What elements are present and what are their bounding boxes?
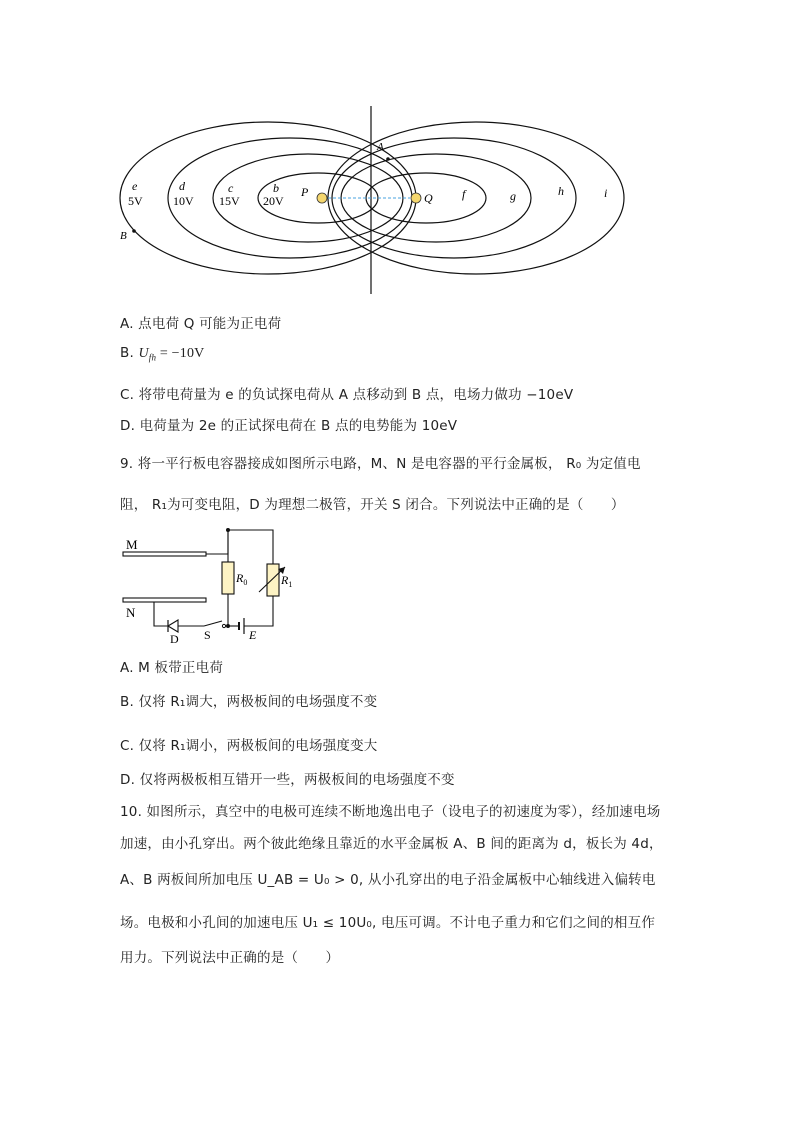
switch-contact <box>222 624 225 627</box>
q8-option-a: A. 点电荷 Q 可能为正电荷 <box>120 316 282 332</box>
switch-lever <box>204 621 222 626</box>
wire-diode-plate-n <box>154 602 168 626</box>
label-switch: S <box>204 628 211 642</box>
q8-option-d: D. 电荷量为 2e 的正试探电荷在 B 点的电势能为 10eV <box>120 418 458 434</box>
label-f: f <box>462 187 466 201</box>
wire-r1-bottom <box>244 596 273 626</box>
capacitor-circuit-diagram <box>118 522 308 647</box>
equipotential-diagram <box>118 100 638 300</box>
q9-option-b: B. 仅将 R₁调大，两极板间的电场强度不变 <box>120 694 378 710</box>
label-h: h <box>558 184 564 198</box>
q9-option-a: A. M 板带正电荷 <box>120 660 224 676</box>
label-r1: $R_1$ <box>281 573 293 589</box>
q8-option-b-rest: = −10V <box>156 346 205 361</box>
label-a: A <box>377 141 384 153</box>
q10-line3: A、B 两板间所加电压 U_AB = U₀ > 0, 从小孔穿出的电子沿金属板中心轴线进入偏转电 <box>120 872 656 888</box>
label-c-letter: c <box>228 181 234 195</box>
resistor-r1 <box>267 564 279 596</box>
q8-option-b-prefix: B. <box>120 345 139 361</box>
label-plate-n: N <box>126 605 136 620</box>
label-d-letter: d <box>179 179 185 193</box>
label-battery: E <box>249 628 257 642</box>
label-d-value: 10V <box>173 194 194 208</box>
label-b-value: 20V <box>263 194 284 208</box>
q8-option-b <box>120 345 204 363</box>
q10-line4: 场。电极和小孔间的加速电压 U₁ ≤ 10U₀, 电压可调。不计电子重力和它们之间的相互作 <box>120 915 656 931</box>
q10-line5: 用力。下列说法中正确的是（ ） <box>120 950 340 966</box>
charge-p-dot <box>317 193 327 203</box>
q10-line1: 10. 如图所示，真空中的电极可连续不断地逸出电子（设电子的初速度为零），经加速电场 <box>120 804 661 820</box>
charge-q-dot <box>411 193 421 203</box>
label-e-value: 5V <box>128 194 143 208</box>
label-i: i <box>604 186 608 200</box>
label-b-point: B <box>120 230 127 242</box>
q8-option-b-sub: fh <box>148 352 157 363</box>
q9-stem-line2: 阻， R₁为可变电阻，D 为理想二极管，开关 S 闭合。下列说法中正确的是（ ） <box>120 497 625 513</box>
q8-option-c: C. 将带电荷量为 e 的负试探电荷从 A 点移动到 B 点，电场力做功 −10eV <box>120 387 574 403</box>
resistor-r0 <box>222 562 234 594</box>
label-p: P <box>301 185 309 199</box>
label-g: g <box>510 189 516 203</box>
label-r0: $R_0$ <box>236 571 248 587</box>
q9-stem-line1: 9. 将一平行板电容器接成如图所示电路，M、N 是电容器的平行金属板， R₀ 为定值电 <box>120 456 641 472</box>
q10-line2: 加速，由小孔穿出。两个彼此绝缘且靠近的水平金属板 A、B 间的距离为 d，板长为 4d， <box>120 836 663 852</box>
plate-n <box>123 598 206 602</box>
label-plate-m: M <box>126 537 138 552</box>
point-b-dot <box>132 229 136 233</box>
label-e-letter: e <box>132 179 138 193</box>
label-c-value: 15V <box>219 194 240 208</box>
label-b-letter: b <box>273 181 279 195</box>
point-a-dot <box>386 157 390 161</box>
q9-option-d: D. 仅将两极板相互错开一些，两极板间的电场强度不变 <box>120 772 455 788</box>
wire-top <box>206 530 273 564</box>
plate-m <box>123 552 206 556</box>
label-q: Q <box>424 191 433 205</box>
label-diode: D <box>170 632 179 646</box>
q8-option-b-u: U <box>138 346 149 361</box>
q9-option-c: C. 仅将 R₁调小，两极板间的电场强度变大 <box>120 738 378 754</box>
diode-triangle <box>168 620 178 632</box>
